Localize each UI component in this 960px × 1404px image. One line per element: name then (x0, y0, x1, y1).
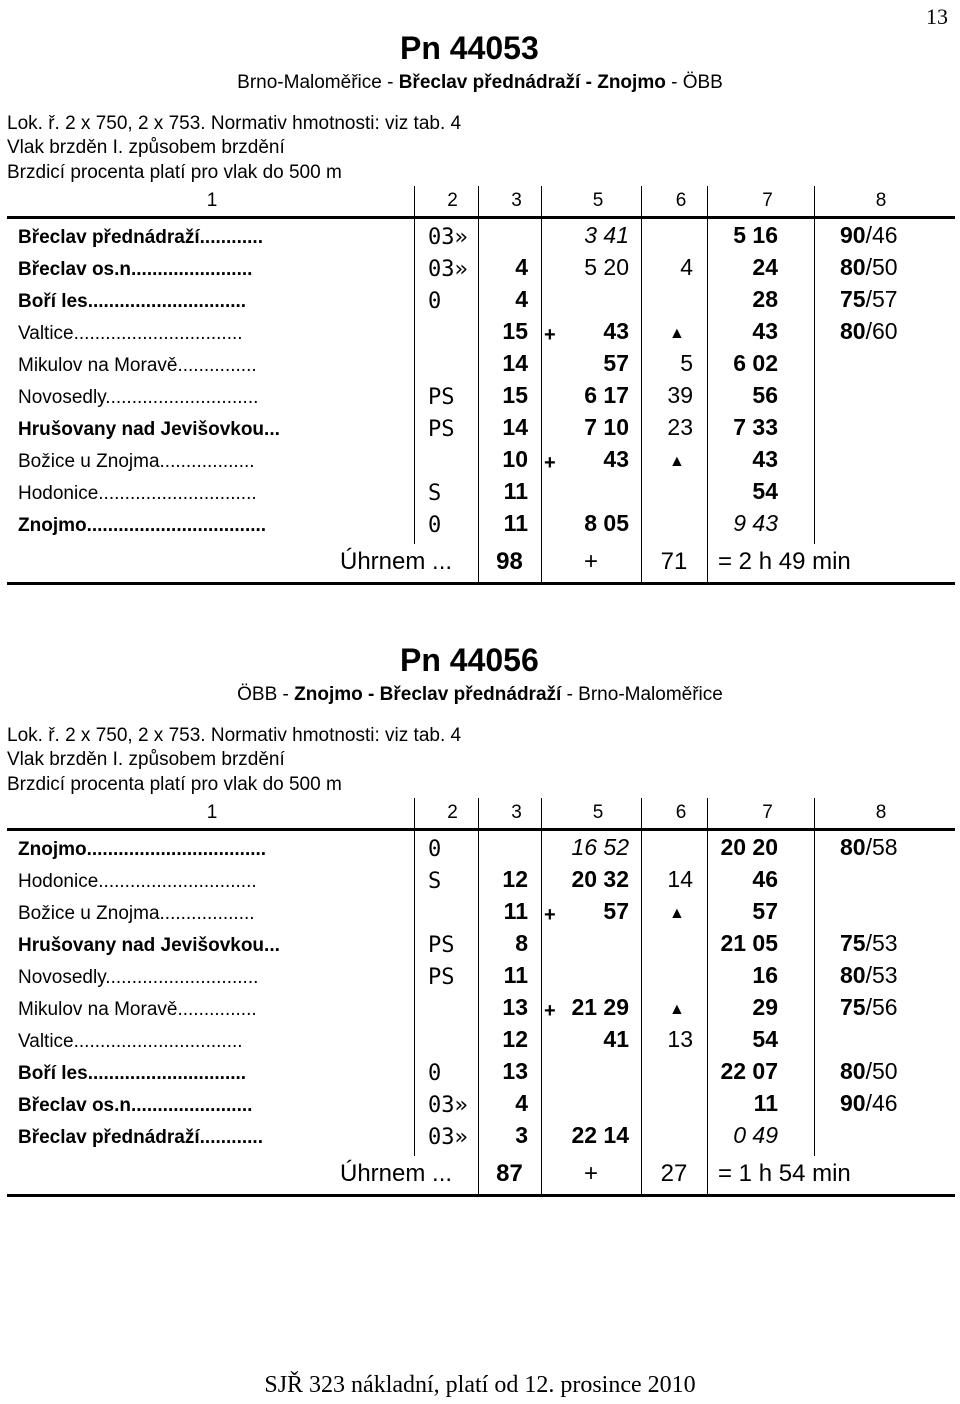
station-name: Znojmo.................................. (18, 515, 267, 536)
arrival-time: 3 41 (584, 222, 629, 248)
stay-minutes: 5 (680, 350, 693, 376)
table-row (0, 446, 960, 478)
column-header-row (7, 186, 955, 216)
departure-time: 11 (753, 1090, 778, 1116)
column-header: 5 (592, 802, 604, 823)
summary-plus: + (583, 548, 598, 575)
station-name: Novosedly............................. (18, 387, 259, 408)
departure-time: 54 (752, 478, 778, 504)
station-name: Břeclav os.n....................... (18, 1095, 253, 1116)
brake-percent (840, 930, 898, 957)
table-row (0, 382, 960, 414)
distance-km: 11 (503, 962, 528, 988)
station-name: Valtice................................ (18, 323, 243, 344)
arrival-time: 43 (603, 446, 629, 472)
summary-label: Úhrnem ... (340, 1160, 453, 1187)
station-name: Hrušovany nad Jevišovkou... (18, 419, 280, 440)
station-code: PS (428, 965, 455, 990)
station-code: PS (428, 933, 455, 958)
station-name: Mikulov na Moravě............... (18, 355, 257, 376)
distance-km: 13 (502, 994, 528, 1020)
column-header: 3 (511, 802, 522, 823)
departure-time: 24 (752, 254, 778, 280)
table-row (0, 962, 960, 994)
info-line: Brzdicí procenta platí pro vlak do 500 m (7, 774, 342, 795)
train-title: Pn 44056 (400, 642, 539, 678)
column-header: 6 (675, 190, 687, 211)
station-code: PS (428, 417, 455, 442)
table-row (0, 478, 960, 510)
station-code: 03» (428, 1093, 468, 1118)
departure-time: 29 (752, 994, 778, 1020)
route-part: - Brno-Maloměřice (561, 684, 723, 705)
departure-time: 0 49 (733, 1122, 778, 1148)
stay-minutes: 39 (667, 382, 693, 408)
table-row (0, 834, 960, 866)
arrival-time: 20 32 (571, 866, 629, 892)
station-code: S (428, 481, 442, 506)
station-name: Hrušovany nad Jevišovkou... (18, 935, 280, 956)
table-row (0, 254, 960, 286)
arrival-time: 57 (603, 898, 629, 924)
distance-km: 11 (503, 478, 528, 504)
summary-divider (707, 1156, 708, 1194)
brake-percent (840, 994, 898, 1021)
stay-minutes: 13 (667, 1026, 693, 1052)
route-part-bold: Břeclav přednádraží - Znojmo (398, 72, 666, 93)
distance-km: 10 (502, 446, 528, 472)
summary-rule (7, 1194, 955, 1197)
arrival-time: 22 14 (571, 1122, 629, 1148)
arrival-time: 6 17 (584, 382, 629, 408)
table-row (0, 350, 960, 382)
brake-percent-main: 90 (840, 222, 866, 248)
brake-percent-main: 75 (840, 286, 866, 312)
column-header: 2 (447, 190, 458, 211)
stay-minutes: 14 (667, 866, 693, 892)
brake-percent-main: 75 (840, 994, 866, 1020)
table-row (0, 1026, 960, 1058)
station-name: Břeclav přednádraží............ (18, 227, 263, 248)
summary-label: Úhrnem ... (340, 548, 453, 575)
stop-triangle-icon: ▲ (669, 325, 685, 342)
table-row (0, 1090, 960, 1122)
station-code: S (428, 869, 442, 894)
table-row (0, 930, 960, 962)
station-code: 0 (428, 513, 442, 538)
brake-percent-sub: /57 (865, 286, 898, 312)
brake-percent-sub: /53 (865, 930, 898, 956)
header-rule (7, 828, 955, 831)
brake-percent (840, 1058, 898, 1085)
departure-time: 28 (752, 286, 778, 312)
arrival-time: 21 29 (571, 994, 629, 1020)
train-title: Pn 44053 (400, 30, 539, 66)
page-number: 13 (926, 4, 948, 29)
brake-percent-main: 75 (840, 930, 866, 956)
brake-percent-sub: /58 (865, 834, 898, 860)
station-name: Valtice................................ (18, 1031, 243, 1052)
table-row (0, 1058, 960, 1090)
station-code: 0 (428, 1061, 442, 1086)
station-name: Boří les.............................. (18, 291, 247, 312)
distance-km: 11 (503, 898, 528, 924)
departure-time: 46 (752, 866, 778, 892)
brake-percent-sub: /50 (865, 1058, 898, 1084)
arrival-time: 16 52 (571, 834, 629, 860)
station-code: PS (428, 385, 455, 410)
column-header: 7 (762, 190, 773, 211)
column-header: 1 (206, 802, 218, 823)
arrival-time: 5 20 (584, 254, 629, 280)
distance-km: 15 (502, 382, 528, 408)
table-row (0, 898, 960, 930)
column-header-row (7, 798, 955, 828)
stay-minutes: 4 (680, 254, 693, 280)
station-name: Božice u Znojma.................. (18, 451, 255, 472)
header-rule (7, 216, 955, 219)
info-line: Brzdicí procenta platí pro vlak do 500 m (7, 162, 342, 183)
arrival-time: 41 (603, 1026, 629, 1052)
station-name: Novosedly............................. (18, 967, 259, 988)
brake-percent-sub: /50 (865, 254, 898, 280)
footer-text: SJŘ 323 nákladní, platí od 12. prosince 2010 (264, 1372, 696, 1398)
departure-time: 21 05 (720, 930, 778, 956)
summary-total: = 1 h 54 min (718, 1160, 851, 1187)
distance-km: 4 (515, 1090, 528, 1116)
brake-percent-sub: /46 (865, 1090, 898, 1116)
departure-time: 43 (752, 446, 778, 472)
column-header: 7 (762, 802, 773, 823)
distance-km: 3 (515, 1122, 528, 1148)
route-part: - ÖBB (665, 72, 723, 93)
distance-km: 15 (502, 318, 528, 344)
station-name: Mikulov na Moravě............... (18, 999, 257, 1020)
speed-note-plus: + (544, 452, 556, 474)
brake-percent-main: 80 (840, 318, 866, 344)
summary-rule (7, 582, 955, 585)
brake-percent-main: 90 (840, 1090, 866, 1116)
distance-km: 4 (515, 286, 528, 312)
info-line: Lok. ř. 2 x 750, 2 x 753. Normativ hmotnosti: viz tab. 4 (7, 113, 462, 134)
distance-km: 14 (502, 350, 528, 376)
summary-plus: + (583, 1160, 598, 1187)
departure-time: 22 07 (720, 1058, 778, 1084)
column-header: 6 (675, 802, 687, 823)
distance-km: 11 (503, 510, 528, 536)
summary-divider (707, 544, 708, 582)
column-header: 8 (875, 802, 887, 823)
brake-percent-sub: /46 (865, 222, 898, 248)
departure-time: 5 16 (733, 222, 778, 248)
speed-note-plus: + (544, 904, 556, 926)
summary-km: 98 (496, 548, 523, 575)
table-row (0, 414, 960, 446)
speed-note-plus: + (544, 1000, 556, 1022)
distance-km: 4 (515, 254, 528, 280)
station-code: 03» (428, 257, 468, 282)
brake-percent-sub: /60 (865, 318, 898, 344)
timetable-pn-44056 (0, 612, 960, 1212)
brake-percent-sub: /53 (865, 962, 898, 988)
station-name: Břeclav os.n....................... (18, 259, 253, 280)
departure-time: 6 02 (733, 350, 778, 376)
brake-percent (840, 1090, 898, 1117)
brake-percent (840, 962, 898, 989)
departure-time: 20 20 (720, 834, 778, 860)
brake-percent (840, 286, 898, 313)
info-line: Vlak brzděn I. způsobem brzdění (7, 749, 285, 770)
station-name: Břeclav přednádraží............ (18, 1127, 263, 1148)
arrival-time: 7 10 (584, 414, 629, 440)
distance-km: 12 (502, 1026, 528, 1052)
brake-percent-main: 80 (840, 834, 866, 860)
route-part-bold: Znojmo - Břeclav přednádraží (294, 684, 562, 705)
departure-time: 9 43 (733, 510, 778, 536)
timetable-pn-44053 (0, 0, 960, 600)
summary-stay: 71 (660, 548, 688, 575)
station-code: 03» (428, 225, 468, 250)
table-row (0, 222, 960, 254)
route-line (200, 72, 760, 94)
route-part: Brno-Maloměřice - (237, 72, 399, 93)
brake-percent (840, 222, 898, 249)
station-code: 03» (428, 1125, 468, 1150)
distance-km: 12 (502, 866, 528, 892)
arrival-time: 43 (603, 318, 629, 344)
table-row (0, 866, 960, 898)
stop-triangle-icon: ▲ (669, 453, 685, 470)
brake-percent-main: 80 (840, 254, 866, 280)
stop-triangle-icon: ▲ (669, 1001, 685, 1018)
departure-time: 54 (752, 1026, 778, 1052)
station-name: Hodonice.............................. (18, 483, 257, 504)
table-row (0, 994, 960, 1026)
brake-percent (840, 254, 898, 281)
table-row (0, 286, 960, 318)
summary-stay: 27 (660, 1160, 688, 1187)
summary-total: = 2 h 49 min (718, 548, 851, 575)
summary-km: 87 (496, 1160, 523, 1187)
departure-time: 7 33 (733, 414, 778, 440)
stay-minutes: 23 (667, 414, 693, 440)
arrival-time: 57 (603, 350, 629, 376)
brake-percent-main: 80 (840, 962, 866, 988)
station-name: Boří les.............................. (18, 1063, 247, 1084)
route-part: ÖBB - (237, 684, 295, 705)
info-line: Lok. ř. 2 x 750, 2 x 753. Normativ hmotnosti: viz tab. 4 (7, 725, 462, 746)
brake-percent-main: 80 (840, 1058, 866, 1084)
station-name: Znojmo.................................. (18, 839, 267, 860)
table-row (0, 510, 960, 542)
column-header: 1 (206, 190, 218, 211)
station-code: 0 (428, 837, 442, 862)
brake-percent-sub: /56 (865, 994, 898, 1020)
route-line (200, 684, 760, 706)
station-name: Hodonice.............................. (18, 871, 257, 892)
distance-km: 13 (502, 1058, 528, 1084)
column-header: 3 (511, 190, 522, 211)
brake-percent (840, 318, 898, 345)
column-header: 2 (447, 802, 458, 823)
departure-time: 57 (752, 898, 778, 924)
station-name: Božice u Znojma.................. (18, 903, 255, 924)
departure-time: 16 (752, 962, 778, 988)
table-row (0, 1122, 960, 1154)
table-row (0, 318, 960, 350)
column-header: 8 (875, 190, 887, 211)
distance-km: 14 (502, 414, 528, 440)
stop-triangle-icon: ▲ (669, 905, 685, 922)
column-header: 5 (592, 190, 604, 211)
speed-note-plus: + (544, 324, 556, 346)
arrival-time: 8 05 (584, 510, 629, 536)
departure-time: 56 (752, 382, 778, 408)
departure-time: 43 (752, 318, 778, 344)
distance-km: 8 (515, 930, 528, 956)
brake-percent (840, 834, 898, 861)
info-line: Vlak brzděn I. způsobem brzdění (7, 137, 285, 158)
station-code: 0 (428, 289, 442, 314)
